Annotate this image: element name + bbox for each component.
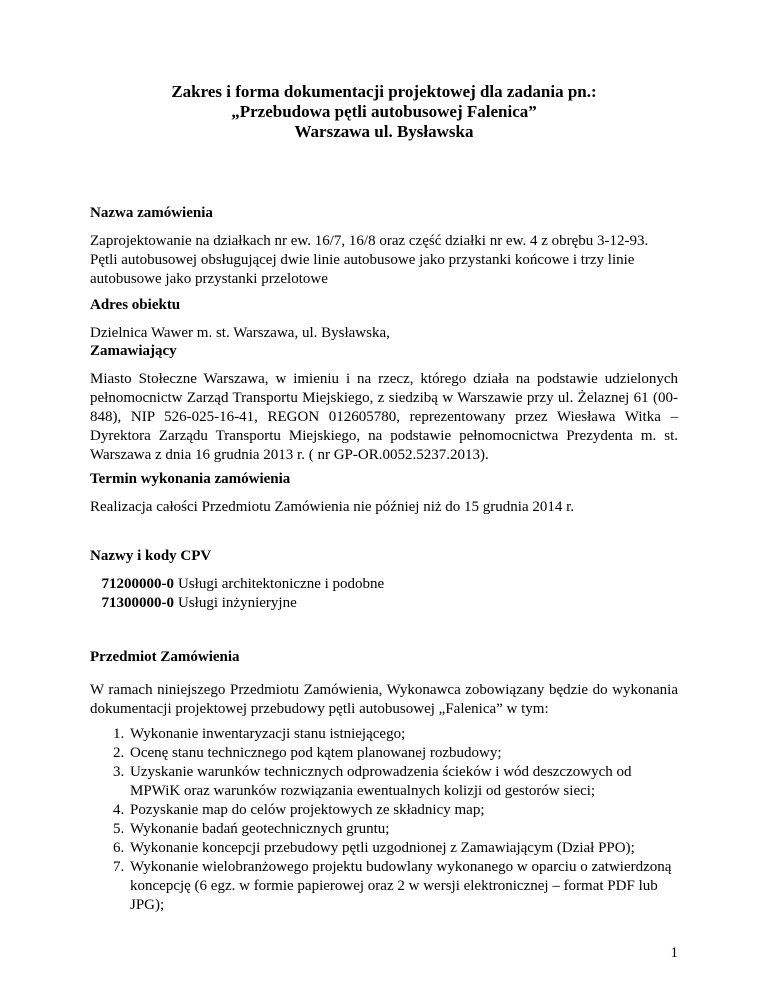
list-item: 5. Wykonanie badań geotechnicznych gruntu;	[128, 820, 678, 839]
section-heading: Adres obiektu	[90, 297, 181, 313]
section-intro: W ramach niniejszego Przedmiotu Zamówienia, Wykonawca zobowiązany będzie do wykonania dokumentacji projektowej przebudowy pętli autobusowej „Falenica” w tym:	[90, 682, 678, 717]
list-item: 1. Wykonanie inwentaryzacji stanu istniejącego;	[128, 725, 678, 744]
list-item: 7. Wykonanie wielobranżowego projektu budowlany wykonanego w oparciu o zatwierdzoną koncepcję (6 egz. w formie papierowej oraz 2 w wersji elektronicznej – format PDF lub JPG);	[128, 858, 678, 915]
section-cpv	[90, 547, 678, 613]
section-deadline	[90, 470, 678, 517]
cpv-label: Usługi inżynieryjne	[178, 595, 297, 611]
section-heading: Przedmiot Zamówienia	[90, 649, 240, 665]
list-item: 3. Uzyskanie warunków technicznych odprowadzenia ścieków i wód deszczowych od MPWiK oraz warunków rozwiązania ewentualnych kolizji od gestorów sieci;	[128, 763, 678, 801]
section-address	[90, 296, 678, 343]
scope-list	[90, 725, 678, 915]
document-title	[90, 82, 678, 142]
title-line-3: Warszawa ul. Bysławska	[294, 122, 474, 141]
list-item: 4. Pozyskanie map do celów projektowych ze składnicy map;	[128, 801, 678, 820]
section-heading: Termin wykonania zamówienia	[90, 471, 291, 487]
section-client	[90, 342, 678, 465]
section-order-name	[90, 204, 678, 289]
section-text: Zaprojektowanie na działkach nr ew. 16/7, 16/8 oraz część działki nr ew. 4 z obrębu 3-12-93. Pętli autobusowej obsługującej dwie linie autobusowe jako przystanki końcowe i trzy linie autobusowe jako przystanki przelotowe	[90, 233, 649, 287]
list-item: 6. Wykonanie koncepcji przebudowy pętli uzgodnionej z Zamawiającym (Dział PPO);	[128, 839, 678, 858]
section-text: Dzielnica Wawer m. st. Warszawa, ul. Bysławska,	[90, 325, 390, 341]
page-number: 1	[670, 945, 678, 961]
cpv-list	[90, 575, 678, 613]
cpv-code: 71300000-0	[101, 595, 174, 611]
cpv-code: 71200000-0	[101, 576, 174, 592]
list-item: 2. Ocenę stanu technicznego pod kątem planowanej rozbudowy;	[128, 744, 678, 763]
section-subject	[90, 648, 678, 915]
section-heading: Nazwa zamówienia	[90, 205, 213, 221]
title-line-1: Zakres i forma dokumentacji projektowej dla zadania pn.:	[171, 82, 597, 101]
cpv-label: Usługi architektoniczne i podobne	[178, 576, 385, 592]
title-line-2: „Przebudowa pętli autobusowej Falenica”	[231, 102, 537, 121]
cpv-row	[90, 575, 678, 594]
section-heading: Zamawiający	[90, 343, 177, 359]
section-text: Miasto Stołeczne Warszawa, w imieniu i na rzecz, którego działa na podstawie udzielonych pełnomocnictw Zarząd Transportu Miejskiego, z siedzibą w Warszawie przy ul. Żelaznej 61 (00-848), NIP 526-025-16-41, REGON 012605780, reprezentowany przez Wiesława Witka – Dyrektora Zarządu Transportu Miejskiego, na podstawie pełnomocnictwa Prezydenta m. st. Warszawa z dnia 16 grudnia 2013 r. ( nr GP-OR.0052.5237.2013).	[90, 371, 678, 463]
section-text: Realizacja całości Przedmiotu Zamówienia nie później niż do 15 grudnia 2014 r.	[90, 499, 575, 515]
section-heading: Nazwy i kody CPV	[90, 548, 212, 564]
cpv-row	[90, 594, 678, 613]
